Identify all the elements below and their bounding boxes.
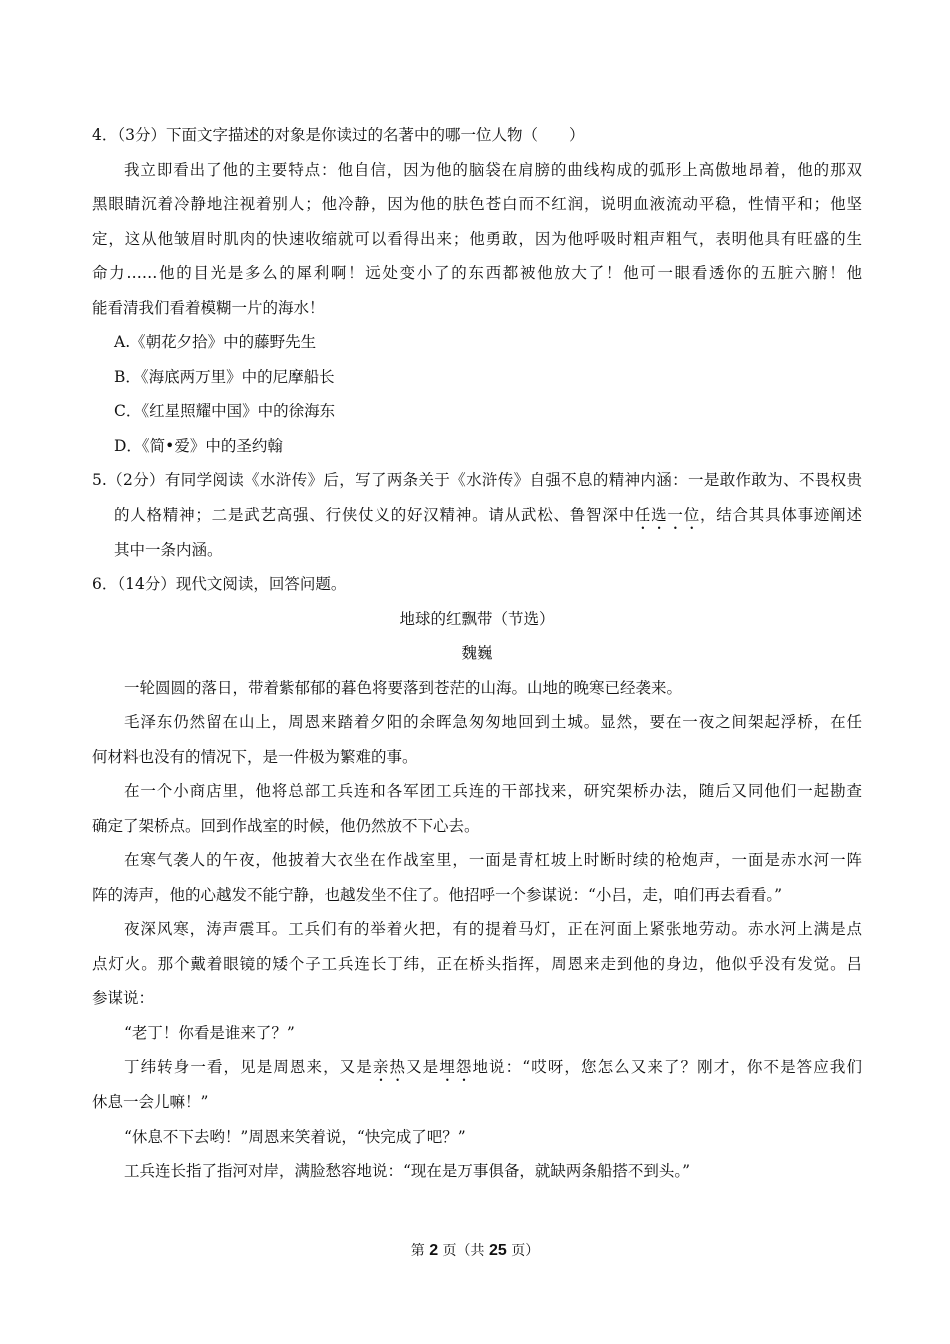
q4-option-a: A.《朝花夕拾》中的藤野先生 xyxy=(114,333,317,351)
article-paragraph-3-line-2: 确定了架桥点。回到作战室的时候，他仍然放不下心去。 xyxy=(92,816,480,835)
article-paragraph-5-line-2: 点灯火。那个戴着眼镜的矮个子工兵连长丁纬，正在桥头指挥，周恩来走到他的身边，他似乎没有发觉。吕 xyxy=(92,954,862,973)
footer-page-number: 2 xyxy=(429,1242,439,1259)
footer-mid: 页（共 xyxy=(438,1243,489,1259)
p7-text-c: 地说：“哎呀，您怎么又来了？刚才，你不是答应我们 xyxy=(472,1058,862,1076)
q5-text-a: 的人格精神；二是武艺高强、行侠仗义的好汉精神。请从武松、鲁智深中 xyxy=(114,505,635,524)
page-footer xyxy=(0,1240,950,1260)
document-page xyxy=(92,118,862,1189)
p7-text-b: 又是 xyxy=(406,1058,440,1076)
footer-suffix: 页） xyxy=(506,1243,540,1259)
article-paragraph-5-line-1: 夜深风寒，涛声震耳。工兵们有的举着火把，有的提着马灯，正在河面上紧张地劳动。赤水河上满是点 xyxy=(124,920,862,938)
q4-option-b: B．《海底两万里》中的尼摩船长 xyxy=(114,367,335,386)
article-paragraph-5-line-3: 参谋说： xyxy=(92,989,155,1007)
article-paragraph-9: 工兵连长指了指河对岸，满脸愁容地说：“现在是万事俱备，就缺两条船搭不到头。” xyxy=(124,1162,691,1180)
q4-passage-line-5: 能看清我们看着模糊一片的海水！ xyxy=(92,298,325,317)
question-4-stem: 4．（3分）下面文字描述的对象是你读过的名著中的哪一位人物（ ） xyxy=(92,126,585,144)
q4-option-d: D．《简•爱》中的圣约翰 xyxy=(114,436,283,455)
q5-text-b: ，结合其具体事迹阐述 xyxy=(699,505,862,524)
article-paragraph-2-line-1: 毛泽东仍然留在山上，周恩来踏着夕阳的余晖急匆匆地回到土城。显然，要在一夜之间架起浮桥，在任 xyxy=(124,713,862,731)
question-5-line-2 xyxy=(92,498,862,533)
q4-option-c: C．《红星照耀中国》中的徐海东 xyxy=(114,402,336,420)
question-5-line-1: 5.（2分）有同学阅读《水浒传》后，写了两条关于《水浒传》自强不息的精神内涵：一是敢作敢为、不畏权贵 xyxy=(92,471,862,489)
q4-passage-line-3: 定，这从他皱眉时肌肉的快速收缩就可以看得出来；他勇敢，因为他呼吸时粗声粗气，表明他具有旺盛的生 xyxy=(92,229,862,248)
question-6-stem: 6．（14分）现代文阅读，回答问题。 xyxy=(92,575,347,593)
q5-emphasis-text: 任选一位 xyxy=(634,505,700,524)
article-paragraph-2-line-2: 何材料也没有的情况下，是一件极为繁难的事。 xyxy=(92,747,418,766)
article-paragraph-8: “休息不下去哟！”周恩来笑着说，“快完成了吧？” xyxy=(124,1127,466,1146)
footer-prefix: 第 xyxy=(410,1243,430,1259)
p7-text-a: 丁纬转身一看，见是周恩来，又是 xyxy=(124,1058,373,1076)
article-paragraph-7-line-2: 休息一会儿嘛！” xyxy=(92,1093,209,1111)
p7-emphasis-1: 亲热 xyxy=(372,1058,407,1076)
article-author: 魏巍 xyxy=(461,644,493,662)
q4-passage-line-1: 我立即看出了他的主要特点：他自信，因为他的脑袋在肩膀的曲线构成的弧形上高傲地昂着，他的那双 xyxy=(124,160,862,179)
footer-total-pages: 25 xyxy=(489,1242,507,1259)
article-title: 地球的红飘带（节选） xyxy=(399,609,555,628)
p7-emphasis-2: 埋怨 xyxy=(439,1058,473,1076)
article-paragraph-4-line-2: 阵的涛声，他的心越发不能宁静，也越发坐不住了。他招呼一个参谋说：“小吕，走，咱们再去看看。” xyxy=(92,885,783,904)
article-paragraph-6: “老丁！你看是谁来了？” xyxy=(124,1023,295,1042)
q4-passage-line-2: 黑眼睛沉着冷静地注视着别人；他冷静，因为他的肤色苍白而不红润，说明血液流动平稳，性情平和；他坚 xyxy=(92,195,862,213)
article-paragraph-1: 一轮圆圆的落日，带着紫郁郁的暮色将要落到苍茫的山海。山地的晚寒已经袭来。 xyxy=(124,678,683,697)
article-paragraph-3-line-1: 在一个小商店里，他将总部工兵连和各军团工兵连的干部找来，研究架桥办法，随后又同他们一起勘查 xyxy=(124,782,862,800)
question-5-line-3: 其中一条内涵。 xyxy=(114,540,223,559)
article-paragraph-4-line-1: 在寒气袭人的午夜，他披着大衣坐在作战室里，一面是青杠坡上时断时续的枪炮声，一面是赤水河一阵 xyxy=(124,851,862,869)
article-paragraph-7-line-1 xyxy=(92,1050,862,1085)
q4-passage-line-4: 命力……他的目光是多么的犀利啊！远处变小了的东西都被他放大了！他可一眼看透你的五脏六腑！他 xyxy=(92,264,862,282)
